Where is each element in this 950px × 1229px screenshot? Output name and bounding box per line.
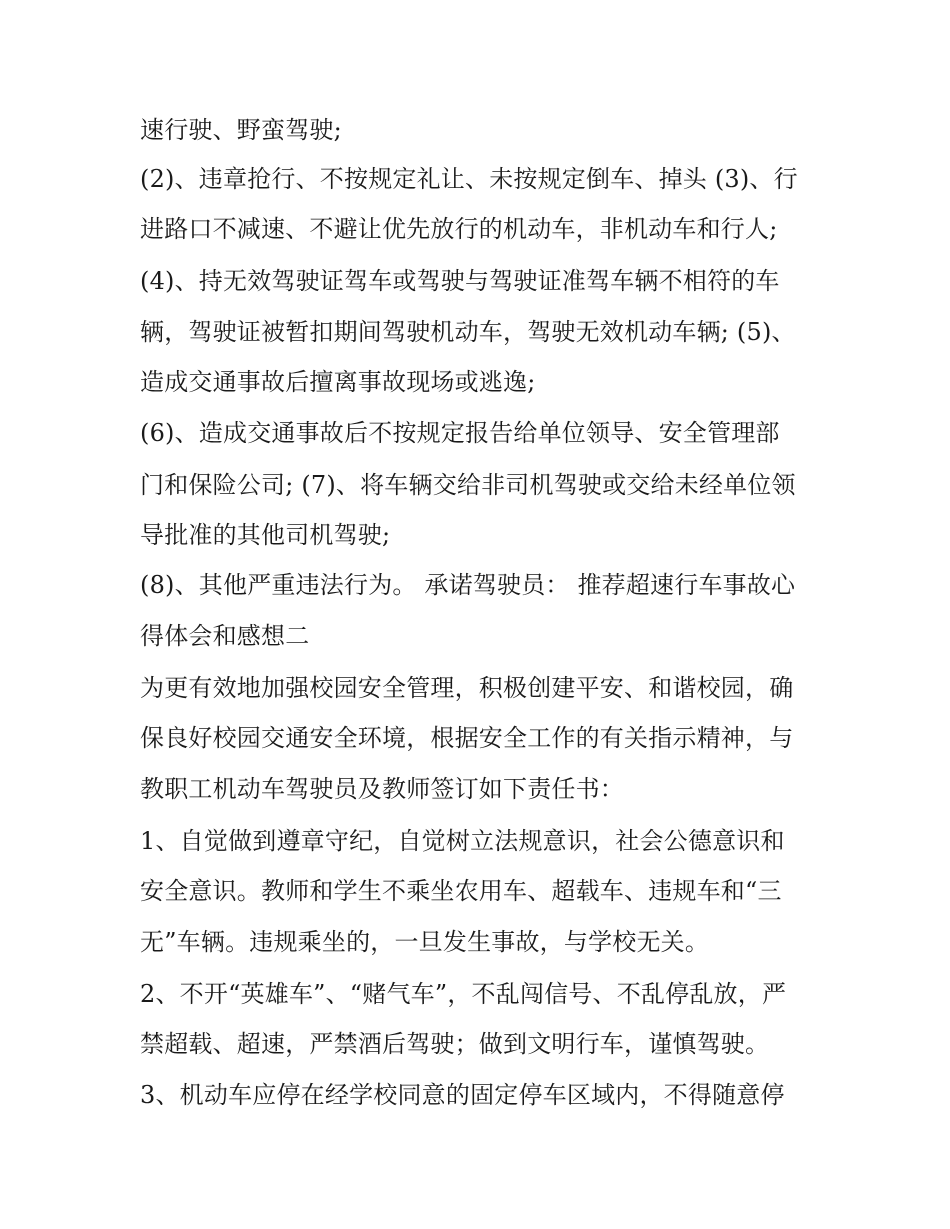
text-line: 导批准的其他司机驾驶;	[140, 521, 391, 549]
text-line: 为更有效地加强校园安全管理，积极创建平安、和谐校园，确	[140, 674, 794, 702]
text-line: 2、不开“英雄车”、“赌气车”，不乱闯信号、不乱停乱放，严	[140, 980, 787, 1008]
text-line: (2)、违章抢行、不按规定礼让、未按规定倒车、掉头 (3)、行	[140, 165, 798, 193]
text-line: 1、自觉做到遵章守纪，自觉树立法规意识，社会公德意识和	[140, 827, 785, 855]
text-line: (8)、其他严重违法行为。 承诺驾驶员： 推荐超速行车事故心	[140, 571, 796, 599]
text-line: 进路口不减速、不避让优先放行的机动车，非机动车和行人;	[140, 215, 778, 243]
text-line: 禁超载、超速，严禁酒后驾驶；做到文明行车，谨慎驾驶。	[140, 1030, 770, 1058]
text-line: 辆，驾驶证被暂扣期间驾驶机动车，驾驶无效机动车辆; (5)、	[140, 318, 796, 346]
text-line: 保良好校园交通安全环境，根据安全工作的有关指示精神，与	[140, 724, 794, 752]
text-line: 3、机动车应停在经学校同意的固定停车区域内，不得随意停	[140, 1081, 785, 1109]
text-line: 造成交通事故后擅离事故现场或逃逸;	[140, 368, 536, 396]
text-line: 得体会和感想二	[140, 622, 310, 650]
text-line: 无”车辆。违规乘坐的，一旦发生事故，与学校无关。	[140, 928, 710, 956]
text-line: 安全意识。教师和学生不乘坐农用车、超载车、违规车和“三	[140, 877, 782, 905]
text-line: (4)、持无效驾驶证驾车或驾驶与驾驶证准驾车辆不相符的车	[140, 267, 780, 295]
text-line: 门和保险公司; (7)、将车辆交给非司机驾驶或交给未经单位领	[140, 471, 796, 499]
text-line: 教职工机动车驾驶员及教师签订如下责任书：	[140, 775, 624, 803]
text-line: 速行驶、野蛮驾驶;	[140, 116, 342, 144]
text-line: (6)、造成交通事故后不按规定报告给单位领导、安全管理部	[140, 419, 780, 447]
